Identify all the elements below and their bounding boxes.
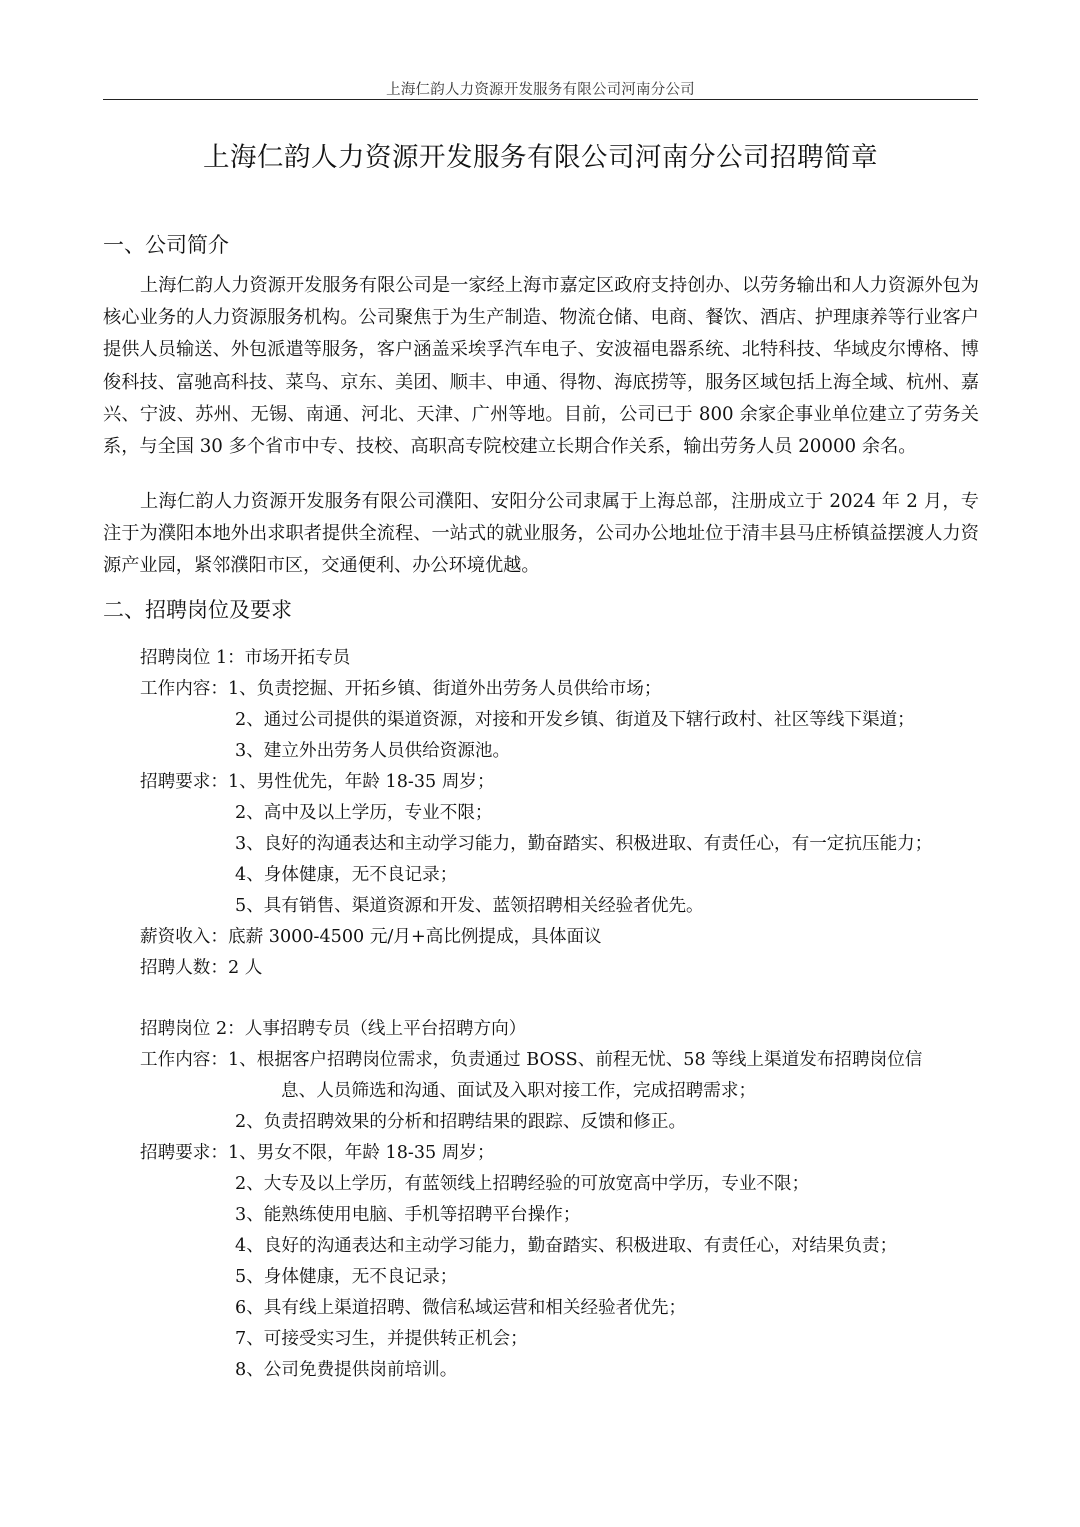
intro-paragraph-2: 上海仁韵人力资源开发服务有限公司濮阳、安阳分公司隶属于上海总部，注册成立于 2024 年 2 月，专注于为濮阳本地外出求职者提供全流程、一站式的就业服务，公司办公地址位于清丰县马庄桥镇益摆渡人力资源产业园，紧邻濮阳市区，交通便利、办公环境优越。	[103, 491, 979, 577]
job1-duty-item: 3、建立外出劳务人员供给资源池。	[235, 741, 511, 761]
job1-requirement-item: 5、具有销售、渠道资源和开发、蓝领招聘相关经验者优先。	[235, 896, 704, 916]
job2-position: 招聘岗位 2：人事招聘专员（线上平台招聘方向）	[140, 1019, 527, 1039]
job1-duty-item: 工作内容：1、负责挖掘、开拓乡镇、街道外出劳务人员供给市场；	[140, 679, 662, 699]
job2-requirement-item: 8、公司免费提供岗前培训。	[235, 1360, 458, 1380]
job2-requirement-item: 6、具有线上渠道招聘、微信私域运营和相关经验者优先；	[235, 1298, 687, 1318]
job1-requirement-item: 招聘要求：1、男性优先，年龄 18-35 周岁；	[140, 772, 495, 792]
job1-headcount: 招聘人数：2 人	[140, 958, 263, 978]
running-header: 上海仁韵人力资源开发服务有限公司河南分公司	[386, 82, 695, 98]
job1-requirement-item: 4、身体健康，无不良记录；	[235, 865, 458, 885]
job2-requirement-item: 3、能熟练使用电脑、手机等招聘平台操作；	[235, 1205, 581, 1225]
section-heading-positions: 二、招聘岗位及要求	[103, 598, 292, 622]
job2-requirement-item: 2、大专及以上学历，有蓝领线上招聘经验的可放宽高中学历，专业不限；	[235, 1174, 810, 1194]
job1-requirement-item: 2、高中及以上学历，专业不限；	[235, 803, 493, 823]
document-title: 上海仁韵人力资源开发服务有限公司河南分公司招聘简章	[203, 142, 878, 173]
job2-requirement-item: 7、可接受实习生，并提供转正机会；	[235, 1329, 528, 1349]
job1-salary: 薪资收入：底薪 3000-4500 元/月+高比例提成，具体面议	[140, 927, 602, 947]
job1-requirement-item: 3、良好的沟通表达和主动学习能力，勤奋踏实、积极进取、有责任心，有一定抗压能力；	[235, 834, 933, 854]
job2-duty-item: 工作内容：1、根据客户招聘岗位需求，负责通过 BOSS、前程无忧、58 等线上渠道发布招聘岗位信	[140, 1050, 923, 1070]
intro-paragraph-1: 上海仁韵人力资源开发服务有限公司是一家经上海市嘉定区政府支持创办、以劳务输出和人力资源外包为核心业务的人力资源服务机构。公司聚焦于为生产制造、物流仓储、电商、餐饮、酒店、护理康养等行业客户提供人员输送、外包派遣等服务，客户涵盖采埃孚汽车电子、安波福电器系统、北特科技、华域皮尔博格、博俊科技、富驰高科技、菜鸟、京东、美团、顺丰、申通、得物、海底捞等，服务区域包括上海全域、杭州、嘉兴、宁波、苏州、无锡、南通、河北、天津、广州等地。目前，公司已于 800 余家企事业单位建立了劳务关系，与全国 30 多个省市中专、技校、高职高专院校建立长期合作关系，输出劳务人员 20000 余名。	[103, 275, 979, 458]
job2-requirement-item: 5、身体健康，无不良记录；	[235, 1267, 458, 1287]
job2-requirement-item: 招聘要求：1、男女不限，年龄 18-35 周岁；	[140, 1143, 495, 1163]
job1-position: 招聘岗位 1：市场开拓专员	[140, 648, 351, 668]
job2-duty-item: 2、负责招聘效果的分析和招聘结果的跟踪、反馈和修正。	[235, 1112, 687, 1132]
job2-requirement-item: 4、良好的沟通表达和主动学习能力，勤奋踏实、积极进取、有责任心，对结果负责；	[235, 1236, 898, 1256]
header-divider	[103, 99, 978, 100]
job2-duty-item: 息、人员筛选和沟通、面试及入职对接工作，完成招聘需求；	[281, 1081, 757, 1101]
section-heading-company-intro: 一、公司简介	[103, 233, 229, 257]
job1-duty-item: 2、通过公司提供的渠道资源，对接和开发乡镇、街道及下辖行政村、社区等线下渠道；	[235, 710, 915, 730]
